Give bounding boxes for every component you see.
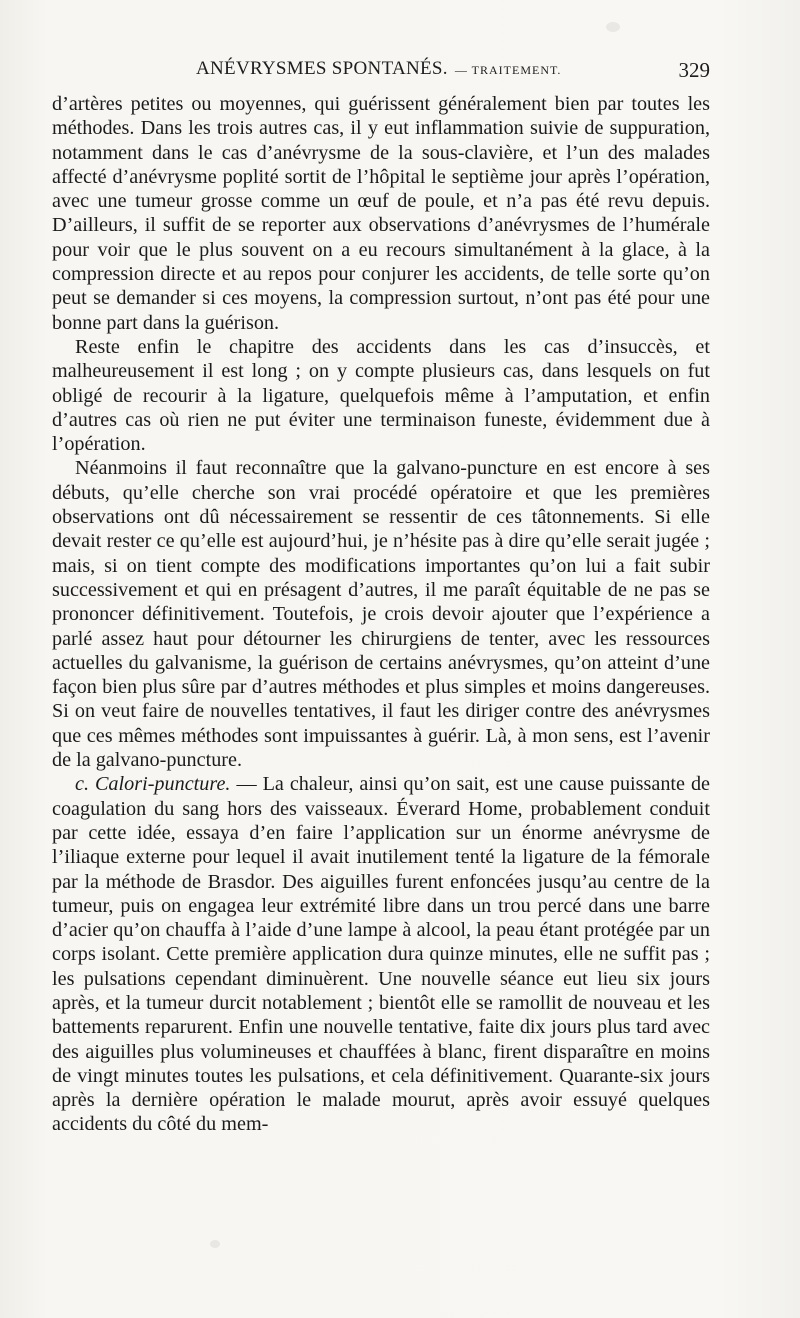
- paper-spot: [210, 1240, 220, 1248]
- paragraph: Reste enfin le chapitre des accidents dans les cas d’insuccès, et malheureusement il est long ; on y compte plusieurs cas, dans lesquels on fut obligé de recourir à la ligature, quelquefois même à l’amputation, et enfin d’autres cas où rien ne put éviter une terminaison funeste, évidemment due à l’opération.: [52, 335, 710, 456]
- paragraph-text: — La chaleur, ainsi qu’on sait, est une cause puissante de coagulation du sang hors des vaisseaux. Éverard Home, probablement conduit par cette idée, essaya d’en faire l’application sur un énorme anévrysme de l’iliaque externe pour lequel il avait inutilement tenté la ligature de la fémorale par la méthode de Brasdor. Des aiguilles furent enfoncées jusqu’au centre de la tumeur, puis on engagea leur extrémité libre dans un trou percé dans une barre d’acier qu’on chauffa à l’aide d’une lampe à alcool, la peau étant protégée par un corps isolant. Cette première application dura quinze minutes, elle ne suffit pas ; les pulsations cependant diminuèrent. Une nouvelle séance eut lieu six jours après, et la tumeur durcit notablement ; bientôt elle se ramollit de nouveau et les battements reparurent. Enfin une nouvelle tentative, faite dix jours plus tard avec des aiguilles plus volumineuses et chauffées à blanc, firent disparaître en moins de vingt minutes toutes les pulsations, et cela définitivement. Quarante-six jours après la dernière opération le malade mourut, après avoir essuyé quelques accidents du côté du mem-: [52, 773, 711, 1136]
- paragraph: d’artères petites ou moyennes, qui guérissent généralement bien par toutes les méthodes. Dans les trois autres cas, il y eut inflammation suivie de suppuration, notamment dans le cas d’anévrysme de la sous-clavière, et l’un des malades affecté d’anévrysme poplité sortit de l’hôpital le septième jour après l’opération, avec une tumeur grosse comme un œuf de poule, et n’a pas été revu depuis. D’ailleurs, il suffit de se reporter aux observations d’anévrysmes de l’humérale pour voir que le plus souvent on a eu recours simultanément à la glace, à la compression directe et au repos pour conjurer les accidents, de telle sorte qu’on peut se demander si ces moyens, la compression surtout, n’ont pas été pour une bonne part dans la guérison.: [52, 93, 710, 334]
- page-number: 329: [678, 58, 710, 82]
- body-text: [52, 92, 710, 1137]
- running-title: [196, 58, 561, 80]
- running-title-text: ANÉVRYSMES SPONTANÉS.: [196, 58, 448, 79]
- paragraph: [52, 772, 710, 1136]
- section-heading: c. Calori-puncture.: [75, 773, 231, 796]
- paper-spot: [606, 22, 620, 32]
- page-header: [52, 58, 710, 88]
- paragraph: Néanmoins il faut reconnaître que la galvano-puncture en est encore à ses débuts, qu’elle cherche son vrai procédé opératoire et que les premières observations ont dû nécessairement se ressentir de ces tâtonnements. Si elle devait rester ce qu’elle est aujourd’hui, je n’hésite pas à dire qu’elle serait jugée ; mais, si on tient compte des modifications importantes qu’on lui a fait subir successivement et qui en présagent d’autres, il me paraît équitable de ne pas se prononcer définitivement. Toutefois, je crois devoir ajouter que l’expérience a parlé assez haut pour détourner les chirurgiens de tenter, avec les ressources actuelles du galvanisme, la guérison de certains anévrysmes, qu’on atteint d’une façon bien plus sûre par d’autres méthodes et plus simples et moins dangereuses. Si on veut faire de nouvelles tentatives, il faut les diriger contre des anévrysmes que ces mêmes méthodes sont impuissantes à guérir. Là, à mon sens, est l’avenir de la galvano-puncture.: [52, 457, 710, 772]
- running-title-section: — TRAITEMENT.: [454, 63, 562, 77]
